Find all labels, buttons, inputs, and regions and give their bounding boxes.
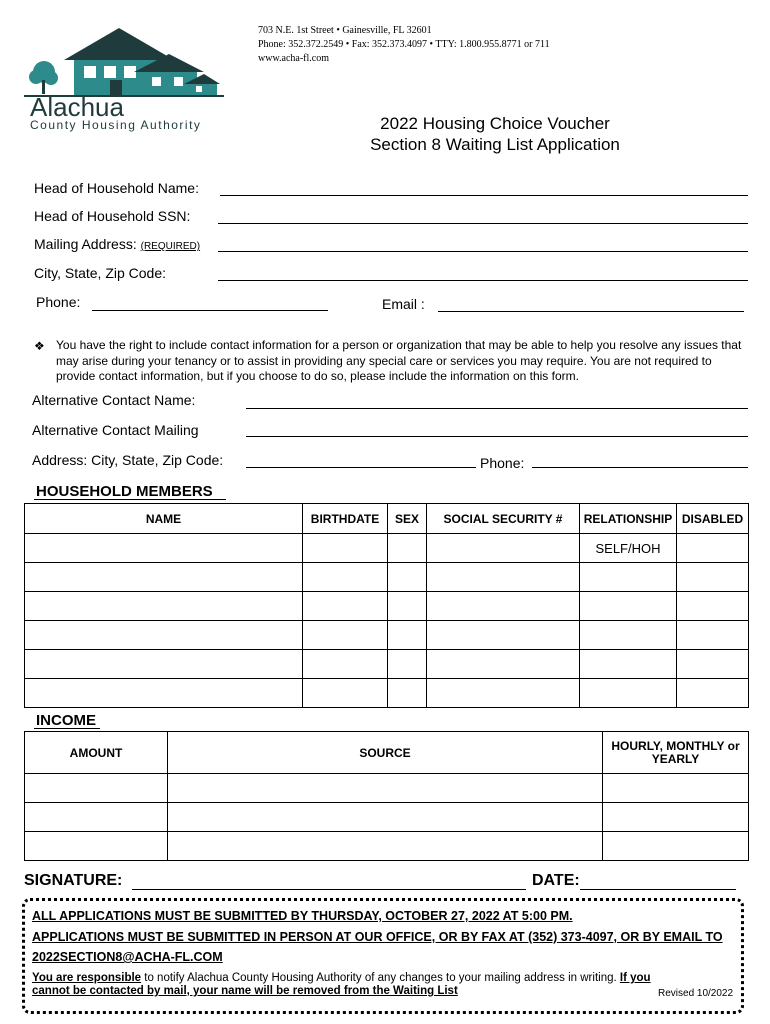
disabled-cell[interactable] (677, 563, 749, 592)
head-ssn-label: Head of Household SSN: (34, 208, 191, 224)
alt-name-field[interactable] (246, 408, 748, 409)
disabled-cell[interactable] (677, 679, 749, 708)
submission-email[interactable]: 2022SECTION8@ACHA-FL.COM (32, 950, 223, 964)
name-cell[interactable] (25, 679, 303, 708)
email-label: Email : (382, 296, 425, 312)
sex-cell[interactable] (388, 650, 427, 679)
head-ssn-field[interactable] (218, 223, 748, 224)
income-heading: INCOME (36, 712, 96, 729)
alt-mailing-field[interactable] (246, 436, 748, 437)
alt-name-label: Alternative Contact Name: (32, 392, 196, 408)
col-sex: SEX (388, 504, 427, 534)
source-cell[interactable] (168, 774, 603, 803)
birthdate-cell[interactable] (303, 650, 388, 679)
city-field[interactable] (218, 280, 748, 281)
agency-address: 703 N.E. 1st Street • Gainesville, FL 32601 (258, 25, 432, 36)
agency-phone-line: Phone: 352.372.2549 • Fax: 352.373.4097 • TTY: 1.800.955.8771 or 711 (258, 39, 550, 50)
mailing-label-text: Mailing Address: (34, 236, 137, 252)
relationship-cell[interactable] (580, 621, 677, 650)
relationship-cell[interactable] (580, 650, 677, 679)
birthdate-cell[interactable] (303, 621, 388, 650)
col-birthdate: BIRTHDATE (303, 504, 388, 534)
sex-cell[interactable] (388, 592, 427, 621)
frequency-cell[interactable] (603, 803, 749, 832)
frequency-cell[interactable] (603, 832, 749, 861)
table-row (25, 621, 749, 650)
table-row (25, 650, 749, 679)
ssn-cell[interactable] (427, 621, 580, 650)
income-heading-underline (34, 728, 100, 729)
table-row (25, 774, 749, 803)
responsibility-text: to notify Alachua County Housing Authority of any changes to your mailing address in writing. (141, 972, 620, 984)
date-label: DATE: (532, 872, 580, 889)
sex-cell[interactable] (388, 621, 427, 650)
sex-cell[interactable] (388, 563, 427, 592)
disabled-cell[interactable] (677, 621, 749, 650)
income-header-row (25, 732, 749, 774)
household-heading: HOUSEHOLD MEMBERS (36, 483, 213, 500)
col-frequency: HOURLY, MONTHLY or YEARLY (603, 732, 749, 774)
responsibility-line2: cannot be contacted by mail, your name will be removed from the Waiting List (32, 985, 458, 997)
deadline-notice: ALL APPLICATIONS MUST BE SUBMITTED BY THURSDAY, OCTOBER 27, 2022 AT 5:00 PM. (32, 909, 573, 923)
col-amount: AMOUNT (25, 732, 168, 774)
submission-method-notice: APPLICATIONS MUST BE SUBMITTED IN PERSON AT OUR OFFICE, OR BY FAX AT (352) 373-4097, OR BY EMAIL TO (32, 930, 723, 944)
mailing-label (34, 236, 200, 252)
responsibility-tail: If you (619, 972, 651, 984)
source-cell[interactable] (168, 832, 603, 861)
agency-logo (24, 20, 224, 135)
amount-cell[interactable] (25, 803, 168, 832)
responsibility-bold: You are responsible (32, 972, 142, 984)
household-header-row (25, 504, 749, 534)
alt-phone-field[interactable] (532, 467, 748, 468)
table-row (25, 592, 749, 621)
col-ssn: SOCIAL SECURITY # (427, 504, 580, 534)
ssn-cell[interactable] (427, 592, 580, 621)
alt-phone-label: Phone: (480, 455, 525, 471)
col-relationship: RELATIONSHIP (580, 504, 677, 534)
amount-cell[interactable] (25, 832, 168, 861)
birthdate-cell[interactable] (303, 679, 388, 708)
ssn-cell[interactable] (427, 534, 580, 563)
signature-label: SIGNATURE: (24, 872, 123, 889)
mailing-field[interactable] (218, 251, 748, 252)
email-field[interactable] (438, 311, 744, 312)
birthdate-cell[interactable] (303, 592, 388, 621)
household-table (24, 503, 749, 708)
alt-address-field[interactable] (246, 467, 476, 468)
date-field[interactable] (580, 889, 736, 890)
form-title-line1: 2022 Housing Choice Voucher (380, 114, 610, 133)
name-cell[interactable] (25, 592, 303, 621)
sex-cell[interactable] (388, 679, 427, 708)
table-row (25, 803, 749, 832)
disabled-cell[interactable] (677, 650, 749, 679)
name-cell[interactable] (25, 621, 303, 650)
signature-field[interactable] (132, 889, 526, 890)
col-name: NAME (25, 504, 303, 534)
source-cell[interactable] (168, 803, 603, 832)
disabled-cell[interactable] (677, 592, 749, 621)
name-cell[interactable] (25, 534, 303, 563)
logo-subtitle: County Housing Authority (30, 118, 202, 132)
phone-field[interactable] (92, 310, 328, 311)
table-row (25, 534, 749, 563)
name-cell[interactable] (25, 650, 303, 679)
amount-cell[interactable] (25, 774, 168, 803)
relationship-cell[interactable] (580, 563, 677, 592)
alt-address-label: Address: City, State, Zip Code: (32, 452, 224, 468)
phone-label: Phone: (36, 294, 81, 310)
income-table (24, 731, 749, 861)
head-name-field[interactable] (220, 195, 748, 196)
relationship-cell[interactable] (580, 592, 677, 621)
disabled-cell[interactable] (677, 534, 749, 563)
table-row (25, 679, 749, 708)
note-bullet-icon: ❖ (34, 339, 45, 353)
responsibility-line1 (32, 972, 651, 984)
ssn-cell[interactable] (427, 650, 580, 679)
city-label: City, State, Zip Code: (34, 265, 167, 281)
ssn-cell[interactable] (427, 679, 580, 708)
birthdate-cell[interactable] (303, 563, 388, 592)
table-row (25, 832, 749, 861)
household-heading-underline (34, 499, 226, 500)
head-name-label: Head of Household Name: (34, 180, 199, 196)
agency-website[interactable]: www.acha-fl.com (258, 53, 329, 64)
revised-date: Revised 10/2022 (658, 988, 734, 999)
mailing-required-note: (REQUIRED) (140, 241, 201, 252)
sex-cell[interactable] (388, 534, 427, 563)
form-title-line2: Section 8 Waiting List Application (370, 135, 620, 154)
birthdate-cell[interactable] (303, 534, 388, 563)
contact-note: You have the right to include contact information for a person or organization that may be able to help you resolve any issues that may arise during your tenancy or to assist in providing any special care or services you may require. You are not required to provide contact information, but if you choose to do so, please include the information on this form. (56, 338, 742, 383)
relationship-cell[interactable] (580, 679, 677, 708)
col-disabled: DISABLED (677, 504, 749, 534)
col-source: SOURCE (168, 732, 603, 774)
table-row (25, 563, 749, 592)
name-cell[interactable] (25, 563, 303, 592)
relationship-cell: SELF/HOH (580, 534, 677, 563)
alt-mailing-label: Alternative Contact Mailing (32, 422, 199, 438)
logo-name: Alachua (30, 92, 124, 122)
frequency-cell[interactable] (603, 774, 749, 803)
ssn-cell[interactable] (427, 563, 580, 592)
